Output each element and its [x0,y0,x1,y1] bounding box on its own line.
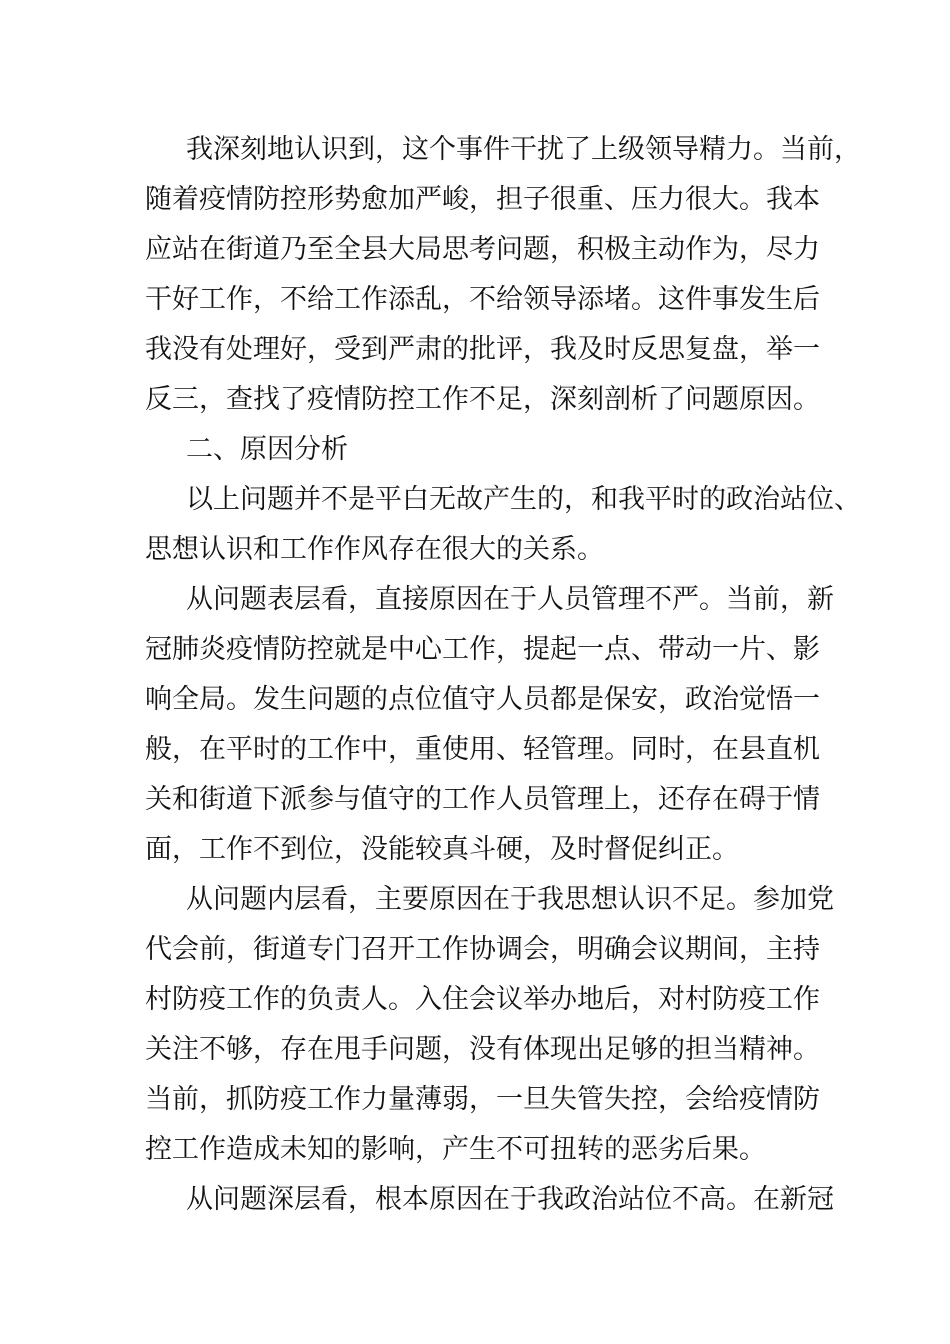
text-line: 应站在街道乃至全县大局思考问题，积极主动作为，尽力 [145,234,820,265]
text-line: 村防疫工作的负责人。入住会议举办地后，对村防疫工作 [145,984,820,1015]
text-line: 随着疫情防控形势愈加严峻，担子很重、压力很大。我本 [145,184,820,215]
text-line: 般，在平时的工作中，重使用、轻管理。同时，在县直机 [145,734,820,765]
text-line: 干好工作，不给工作添乱，不给领导添堵。这件事发生后 [145,284,820,315]
text-line: 从问题深层看，根本原因在于我政治站位不高。在新冠 [186,1184,834,1215]
text-line: 响全局。发生问题的点位值守人员都是保安，政治觉悟一 [145,684,820,715]
text-line: 面，工作不到位，没能较真斗硬，及时督促纠正。 [145,834,739,865]
text-line: 反三，查找了疫情防控工作不足，深刻剖析了问题原因。 [145,384,820,415]
text-line: 从问题表层看，直接原因在于人员管理不严。当前，新 [186,584,834,615]
text-line: 我深刻地认识到，这个事件干扰了上级领导精力。当前， [186,134,861,165]
text-line: 代会前，街道专门召开工作协调会，明确会议期间，主持 [145,934,820,965]
text-line: 关和街道下派参与值守的工作人员管理上，还存在碍于情 [145,784,820,815]
text-line: 思想认识和工作作风存在很大的关系。 [145,534,604,565]
text-line: 冠肺炎疫情防控就是中心工作，提起一点、带动一片、影 [145,634,820,665]
text-line: 我没有处理好，受到严肃的批评，我及时反思复盘，举一 [145,334,820,365]
text-line: 以上问题并不是平白无故产生的，和我平时的政治站位、 [186,484,861,515]
text-line: 当前，抓防疫工作力量薄弱，一旦失管失控，会给疫情防 [145,1084,820,1115]
section-heading: 二、原因分析 [186,434,348,465]
text-line: 从问题内层看，主要原因在于我思想认识不足。参加党 [186,884,834,915]
text-line: 关注不够，存在甩手问题，没有体现出足够的担当精神。 [145,1034,820,1065]
text-line: 控工作造成未知的影响，产生不可扭转的恶劣后果。 [145,1134,766,1165]
